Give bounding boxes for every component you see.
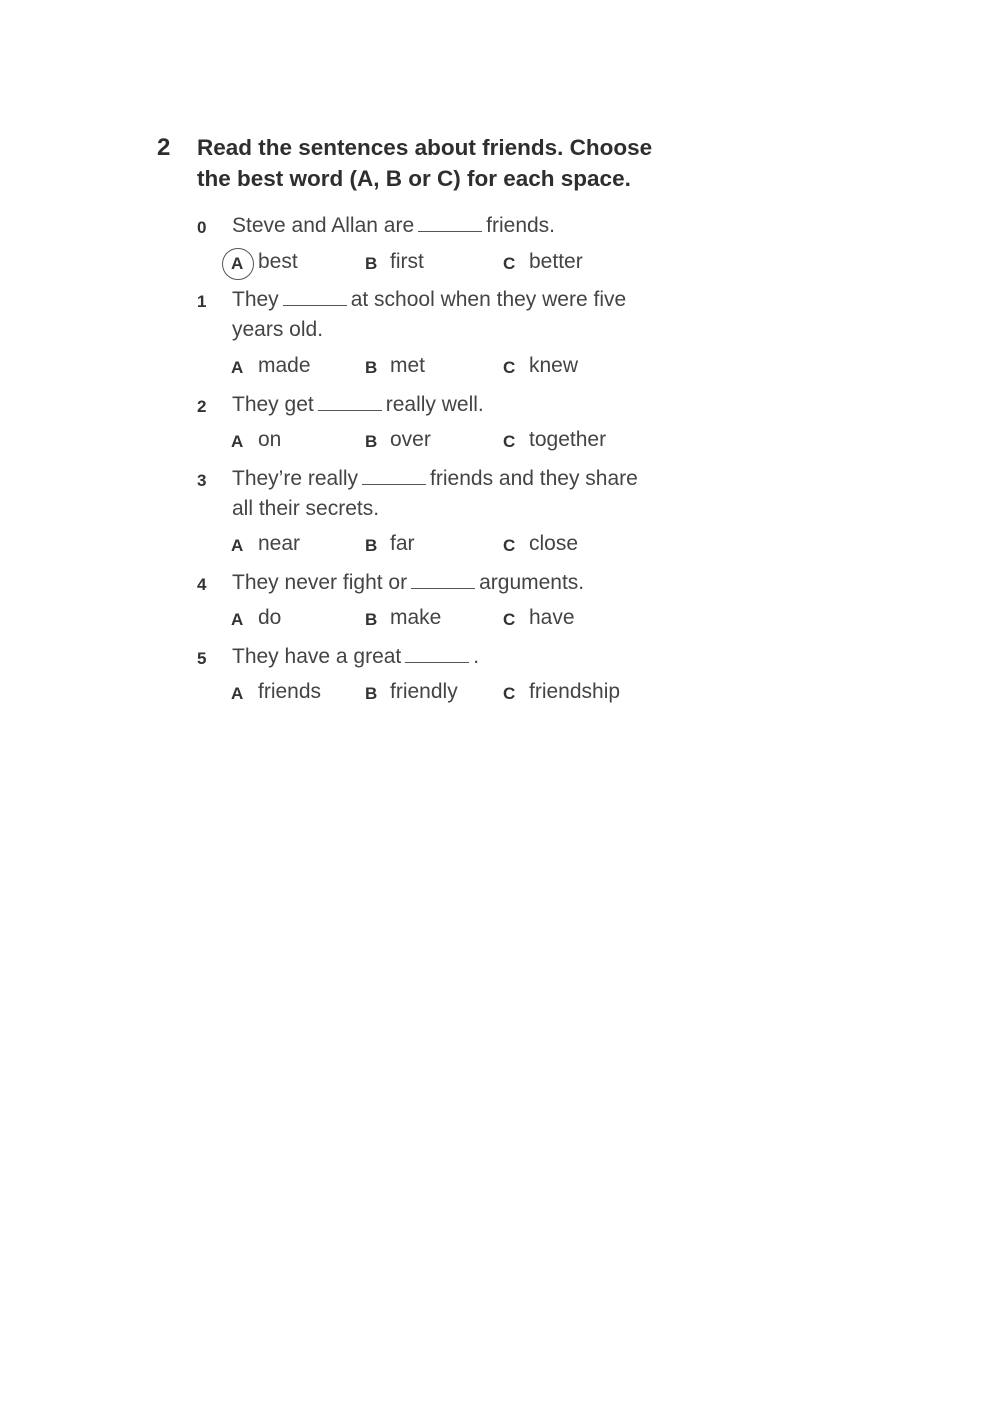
question-text-after: friends and they share xyxy=(430,467,638,490)
question-text-after: really well. xyxy=(385,393,484,416)
question-text-before: They xyxy=(232,288,279,311)
option-word[interactable]: friends xyxy=(258,680,322,703)
option-letter: A xyxy=(231,684,244,703)
option-letter: C xyxy=(503,684,516,703)
question-text-after: arguments. xyxy=(479,571,585,594)
option-word[interactable]: do xyxy=(258,606,282,629)
question-text xyxy=(232,393,484,417)
option-letter: C xyxy=(503,536,516,555)
question-text-line-2: all their secrets. xyxy=(232,497,380,520)
option-letter: B xyxy=(365,432,378,451)
instruction-line-1: Read the sentences about friends. Choose xyxy=(197,135,653,160)
option-letter: A xyxy=(231,610,244,629)
question-text-after: friends. xyxy=(486,214,556,237)
option-letter: B xyxy=(365,684,378,703)
question-number: 3 xyxy=(197,471,207,490)
option-letter: C xyxy=(503,254,516,273)
option-letter: B xyxy=(365,610,378,629)
question-text xyxy=(232,214,555,238)
question-number: 1 xyxy=(197,292,207,311)
answer-blank xyxy=(411,587,475,589)
question-text-before: They get xyxy=(232,393,314,416)
option-word[interactable]: near xyxy=(258,532,301,555)
option-letter: B xyxy=(365,358,378,377)
option-letter: B xyxy=(365,536,378,555)
option-letter: A xyxy=(231,358,244,377)
question-number: 4 xyxy=(197,575,207,594)
option-word[interactable]: met xyxy=(390,354,426,377)
option-word[interactable]: better xyxy=(529,250,583,273)
option-letter: A xyxy=(231,536,244,555)
question-text-before: Steve and Allan are xyxy=(232,214,415,237)
option-word[interactable]: close xyxy=(529,532,579,555)
question-number: 2 xyxy=(197,397,207,416)
question-text xyxy=(232,288,626,312)
question-text-before: They’re really xyxy=(232,467,359,490)
option-letter: B xyxy=(365,254,378,273)
question-text-line-2: years old. xyxy=(232,318,324,341)
question-text xyxy=(232,645,479,669)
option-word[interactable]: have xyxy=(529,606,575,629)
exercise-number: 2 xyxy=(157,134,171,161)
instruction-line-2: the best word (A, B or C) for each space. xyxy=(197,166,631,191)
question-text-before: They have a great xyxy=(232,645,402,668)
option-word[interactable]: friendship xyxy=(529,680,621,703)
option-word[interactable]: over xyxy=(390,428,431,451)
option-word[interactable]: far xyxy=(390,532,415,555)
option-word[interactable]: friendly xyxy=(390,680,458,703)
answer-blank xyxy=(362,483,426,485)
question-text-after: at school when they were five xyxy=(350,288,627,311)
option-word[interactable]: on xyxy=(258,428,282,451)
question-number: 5 xyxy=(197,649,207,668)
option-word[interactable]: together xyxy=(529,428,607,451)
option-word[interactable]: best xyxy=(258,250,298,273)
option-word[interactable]: knew xyxy=(529,354,579,377)
answer-blank xyxy=(283,304,347,306)
question-number: 0 xyxy=(197,218,207,237)
answer-blank xyxy=(418,230,482,232)
option-letter: A xyxy=(231,432,244,451)
option-word[interactable]: made xyxy=(258,354,311,377)
answer-blank xyxy=(405,661,469,663)
option-word[interactable]: make xyxy=(390,606,442,629)
option-letter: A xyxy=(231,254,244,273)
option-word[interactable]: first xyxy=(390,250,424,273)
question-text-after: . xyxy=(473,645,480,668)
question-text xyxy=(232,467,638,491)
question-text-before: They never fight or xyxy=(232,571,408,594)
answer-blank xyxy=(318,409,382,411)
option-letter: C xyxy=(503,432,516,451)
option-letter: C xyxy=(503,358,516,377)
question-text xyxy=(232,571,584,595)
option-letter: C xyxy=(503,610,516,629)
